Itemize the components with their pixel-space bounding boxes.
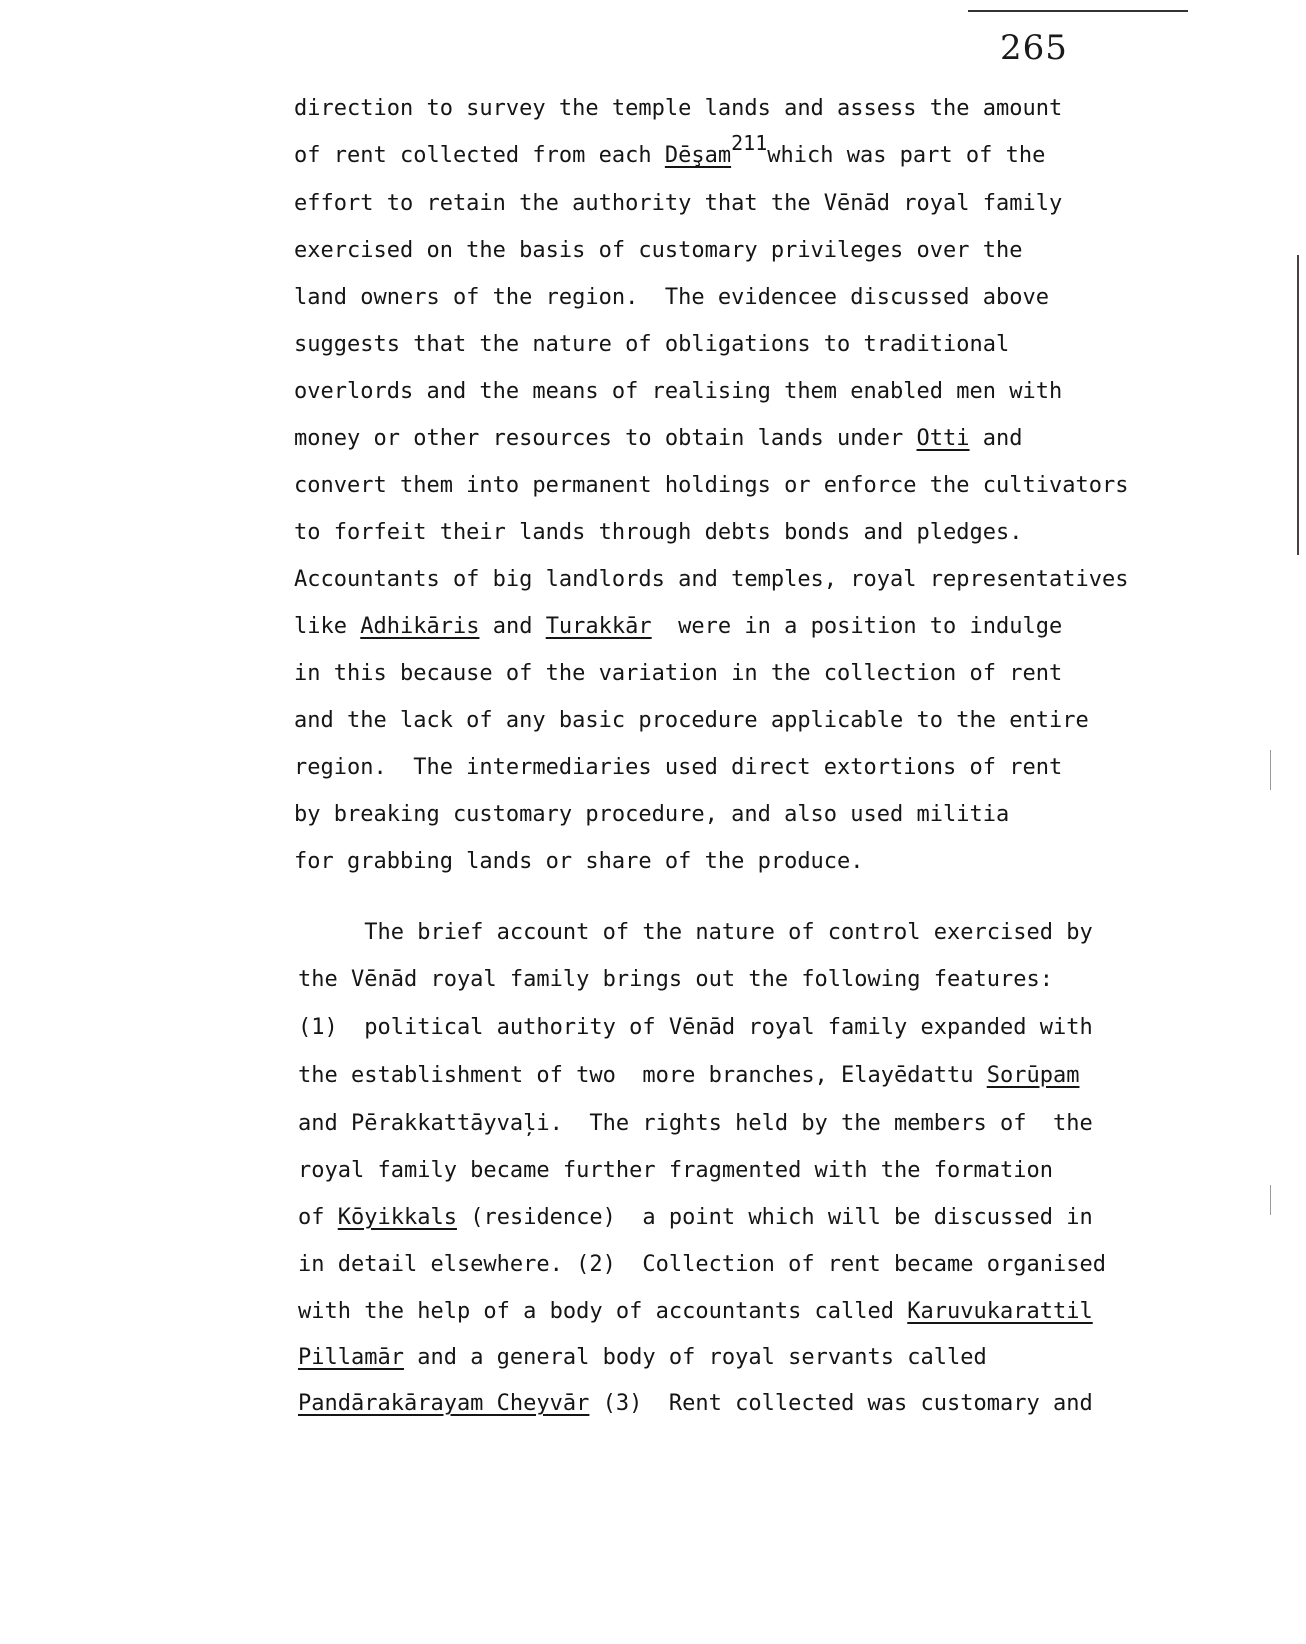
margin-rule (1297, 255, 1299, 555)
text-line: of rent collected from each Dēşam$^{211}$which was part of the (294, 131, 1046, 168)
term-karuvukarattil: Karuvukarattil (907, 1299, 1093, 1324)
text-line: to forfeit their lands through debts bonds and pledges. (294, 520, 1023, 545)
top-rule (968, 10, 1188, 12)
text-line: like Adhikāris and Turakkār were in a position to indulge (294, 614, 1063, 639)
margin-mark (1270, 1185, 1271, 1215)
term-pandarakarayam-cheyvar: Pandārakārayam Cheyvār (298, 1391, 590, 1416)
term-koyikkals: Kōyikkals (337, 1205, 457, 1230)
text-line: by breaking customary procedure, and also used militia (294, 802, 1010, 827)
text-line: in detail elsewhere. (2) Collection of rent became organised (298, 1252, 1106, 1277)
margin-mark (1270, 750, 1271, 790)
text-line: royal family became further fragmented with the formation (298, 1158, 1053, 1183)
term-desam: Dēşam (664, 143, 732, 168)
text-line: overlords and the means of realising them enabled men with (294, 379, 1063, 404)
footnote-ref: 211 (731, 131, 768, 155)
text-line: of Kōyikkals (residence) a point which will be discussed in (298, 1205, 1093, 1230)
text-line: and the lack of any basic procedure applicable to the entire (294, 708, 1089, 733)
text-line: the Vēnād royal family brings out the following features: (298, 967, 1053, 992)
term-otti: Otti (916, 426, 970, 451)
text-line: in this because of the variation in the collection of rent (294, 661, 1063, 686)
term-turakkar: Turakkār (545, 614, 652, 639)
text-line: land owners of the region. The evidencee discussed above (294, 285, 1049, 310)
text-line: convert them into permanent holdings or enforce the cultivators (294, 473, 1129, 498)
text-line: (1) political authority of Vēnād royal family expanded with (298, 1015, 1093, 1040)
text-line: the establishment of two more branches, Elayēdattu Sorūpam (298, 1063, 1080, 1088)
text-line: suggests that the nature of obligations to traditional (294, 332, 1010, 357)
text-line: effort to retain the authority that the Vēnād royal family (294, 191, 1063, 216)
page-number: 265 (1000, 28, 1068, 68)
text-line: Pillamār and a general body of royal servants called (298, 1345, 987, 1370)
term-pillamar: Pillamār (298, 1345, 404, 1370)
text-line: region. The intermediaries used direct extortions of rent (294, 755, 1063, 780)
term-sorupam: Sorūpam (986, 1063, 1080, 1088)
term-adhikaris: Adhikāris (360, 614, 480, 639)
text-line: Accountants of big landlords and temples, royal representatives (294, 567, 1129, 592)
text-line: with the help of a body of accountants called Karuvukarattil (298, 1299, 1093, 1324)
text-line: Pandārakārayam Cheyvār (3) Rent collected was customary and (298, 1391, 1093, 1416)
text-line: exercised on the basis of customary privileges over the (294, 238, 1023, 263)
text-line: The brief account of the nature of control exercised by (298, 920, 1093, 945)
text-line: direction to survey the temple lands and assess the amount (294, 96, 1063, 121)
text-line: for grabbing lands or share of the produce. (294, 849, 864, 874)
text-line: and Pērakkattāyvaļi. The rights held by the members of the (298, 1111, 1093, 1136)
text-line: money or other resources to obtain lands under Otti and (294, 426, 1023, 451)
